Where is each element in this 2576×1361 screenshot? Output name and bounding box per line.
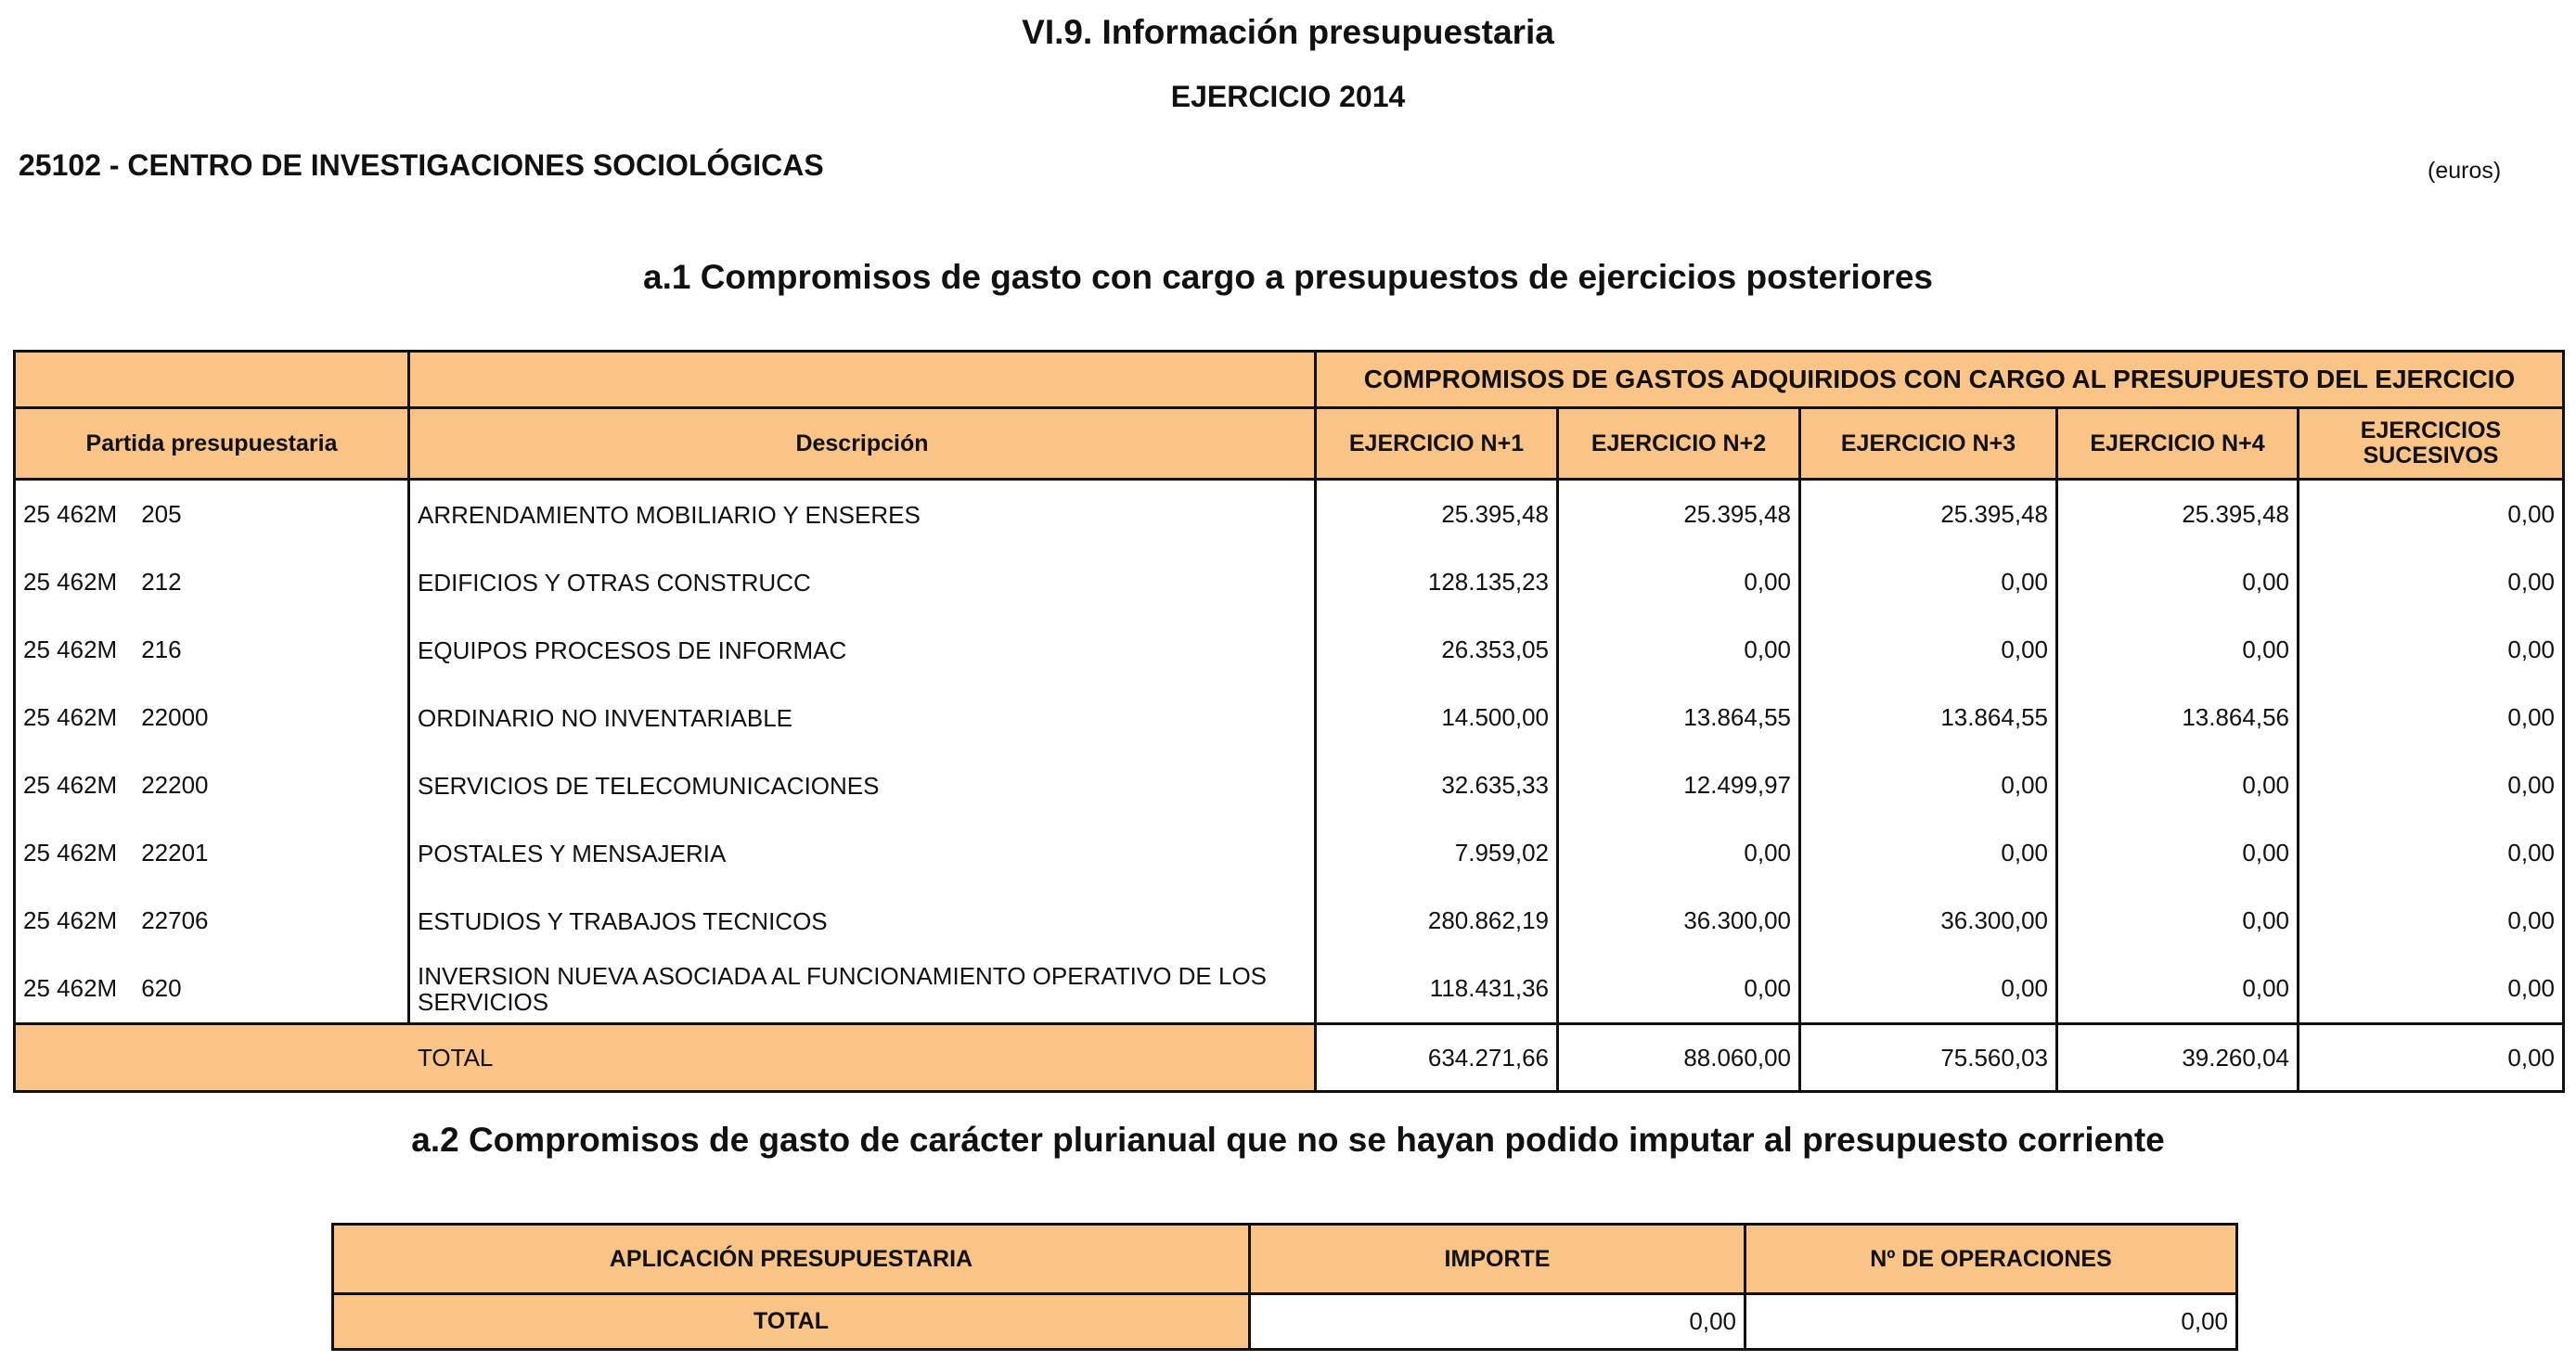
row-descripcion: ESTUDIOS Y TRABAJOS TECNICOS [409, 887, 1316, 955]
commitments-table [13, 350, 2565, 1093]
table-row [15, 684, 2564, 751]
row-n2: 25.395,48 [1558, 480, 1800, 549]
row-n4: 13.864,56 [2057, 684, 2299, 751]
col-header-operaciones: Nº DE OPERACIONES [1745, 1225, 2237, 1294]
table-row [15, 480, 2564, 549]
row-sucesivos: 0,00 [2299, 887, 2564, 955]
row-concept-code: 22706 [141, 906, 209, 934]
row-n1: 25.395,48 [1316, 480, 1558, 549]
row-concept-code: 620 [141, 974, 182, 1002]
row-n1: 14.500,00 [1316, 684, 1558, 751]
row-n1: 118.431,36 [1316, 955, 1558, 1024]
row-concept-code: 216 [141, 636, 182, 663]
total-n1: 634.271,66 [1316, 1024, 1558, 1092]
table-row [15, 955, 2564, 1024]
row-program: 25 462M [23, 500, 118, 528]
row-concept-code: 205 [141, 500, 182, 528]
total-n4: 39.260,04 [2057, 1024, 2299, 1092]
row-n2: 0,00 [1558, 548, 1800, 616]
row-n1: 280.862,19 [1316, 887, 1558, 955]
row-n4: 0,00 [2057, 819, 2299, 887]
total-n3: 75.560,03 [1800, 1024, 2057, 1092]
row-partida [15, 480, 409, 549]
row-concept-code: 22201 [141, 839, 209, 867]
page-title: VI.9. Información presupuestaria [1022, 13, 1554, 51]
table-row [15, 819, 2564, 887]
section-a1-title: a.1 Compromisos de gasto con cargo a presupuestos de ejercicios posteriores [643, 258, 1933, 296]
row-sucesivos: 0,00 [2299, 955, 2564, 1024]
row-n3: 0,00 [1800, 751, 2057, 819]
row-concept-code: 22000 [141, 703, 209, 731]
row-n3: 25.395,48 [1800, 480, 2057, 549]
row-n4: 0,00 [2057, 616, 2299, 684]
row-n3: 13.864,55 [1800, 684, 2057, 751]
row-n1: 7.959,02 [1316, 819, 1558, 887]
row-program: 25 462M [23, 974, 118, 1002]
row-program: 25 462M [23, 568, 118, 596]
row-descripcion: ARRENDAMIENTO MOBILIARIO Y ENSERES [409, 480, 1316, 549]
organization-name: 25102 - CENTRO DE INVESTIGACIONES SOCIOLÓGICAS [19, 148, 824, 182]
currency-units: (euros) [2428, 158, 2502, 184]
row-n2: 0,00 [1558, 616, 1800, 684]
row-descripcion: EQUIPOS PROCESOS DE INFORMAC [409, 616, 1316, 684]
col-header-n2: EJERCICIO N+2 [1558, 408, 1800, 480]
row-concept-code: 22200 [141, 771, 209, 799]
row-sucesivos: 0,00 [2299, 819, 2564, 887]
row-n3: 0,00 [1800, 548, 2057, 616]
group-header: COMPROMISOS DE GASTOS ADQUIRIDOS CON CARGO AL PRESUPUESTO DEL EJERCICIO [1316, 352, 2564, 408]
row-n1: 26.353,05 [1316, 616, 1558, 684]
fiscal-year: EJERCICIO 2014 [1170, 80, 1406, 113]
col-header-n4: EJERCICIO N+4 [2057, 408, 2299, 480]
row-n1: 128.135,23 [1316, 548, 1558, 616]
row-sucesivos: 0,00 [2299, 480, 2564, 549]
row-n4: 0,00 [2057, 955, 2299, 1024]
col-header-n1: EJERCICIO N+1 [1316, 408, 1558, 480]
row-n3: 36.300,00 [1800, 887, 2057, 955]
row-n3: 0,00 [1800, 616, 2057, 684]
row-descripcion: SERVICIOS DE TELECOMUNICACIONES [409, 751, 1316, 819]
row-n2: 13.864,55 [1558, 684, 1800, 751]
col-header-sucesivos: EJERCICIOS SUCESIVOS [2299, 408, 2564, 480]
table-row [15, 887, 2564, 955]
row-sucesivos: 0,00 [2299, 548, 2564, 616]
col-header-importe: IMPORTE [1250, 1225, 1745, 1294]
row-n3: 0,00 [1800, 955, 2057, 1024]
row-n3: 0,00 [1800, 819, 2057, 887]
row-n1: 32.635,33 [1316, 751, 1558, 819]
col-header-descripcion: Descripción [409, 408, 1316, 480]
header-blank-2 [409, 352, 1316, 408]
row-partida [15, 819, 409, 887]
header-blank-1 [15, 352, 409, 408]
table-row [15, 616, 2564, 684]
row-n2: 12.499,97 [1558, 751, 1800, 819]
plurianual-table [331, 1223, 2238, 1351]
row-n2: 0,00 [1558, 955, 1800, 1024]
row-n2: 36.300,00 [1558, 887, 1800, 955]
row-descripcion: EDIFICIOS Y OTRAS CONSTRUCC [409, 548, 1316, 616]
row-sucesivos: 0,00 [2299, 616, 2564, 684]
row-program: 25 462M [23, 906, 118, 934]
row-concept-code: 212 [141, 568, 182, 596]
row-descripcion: ORDINARIO NO INVENTARIABLE [409, 684, 1316, 751]
row-partida [15, 616, 409, 684]
row-descripcion: POSTALES Y MENSAJERIA [409, 819, 1316, 887]
section-a2-title: a.2 Compromisos de gasto de carácter plurianual que no se hayan podido imputar al presupuesto corriente [411, 1121, 2165, 1159]
col-header-partida: Partida presupuestaria [15, 408, 409, 480]
row-partida [15, 684, 409, 751]
a2-total-label: TOTAL [333, 1294, 1250, 1350]
total-n2: 88.060,00 [1558, 1024, 1800, 1092]
row-n4: 0,00 [2057, 751, 2299, 819]
row-program: 25 462M [23, 703, 118, 731]
a2-total-importe: 0,00 [1250, 1294, 1745, 1350]
row-sucesivos: 0,00 [2299, 684, 2564, 751]
row-n4: 25.395,48 [2057, 480, 2299, 549]
table-row [15, 548, 2564, 616]
row-partida [15, 887, 409, 955]
row-program: 25 462M [23, 839, 118, 867]
row-n4: 0,00 [2057, 887, 2299, 955]
row-partida [15, 548, 409, 616]
table-row [15, 751, 2564, 819]
row-sucesivos: 0,00 [2299, 751, 2564, 819]
row-n2: 0,00 [1558, 819, 1800, 887]
col-header-n3: EJERCICIO N+3 [1800, 408, 2057, 480]
col-header-aplicacion: APLICACIÓN PRESUPUESTARIA [333, 1225, 1250, 1294]
a2-total-operaciones: 0,00 [1745, 1294, 2237, 1350]
row-partida [15, 955, 409, 1024]
total-row [15, 1024, 2564, 1092]
row-program: 25 462M [23, 636, 118, 663]
row-partida [15, 751, 409, 819]
total-label: TOTAL [15, 1024, 1316, 1092]
row-descripcion: INVERSION NUEVA ASOCIADA AL FUNCIONAMIENTO OPERATIVO DE LOS SERVICIOS [409, 955, 1316, 1024]
total-sucesivos: 0,00 [2299, 1024, 2564, 1092]
row-program: 25 462M [23, 771, 118, 799]
row-n4: 0,00 [2057, 548, 2299, 616]
